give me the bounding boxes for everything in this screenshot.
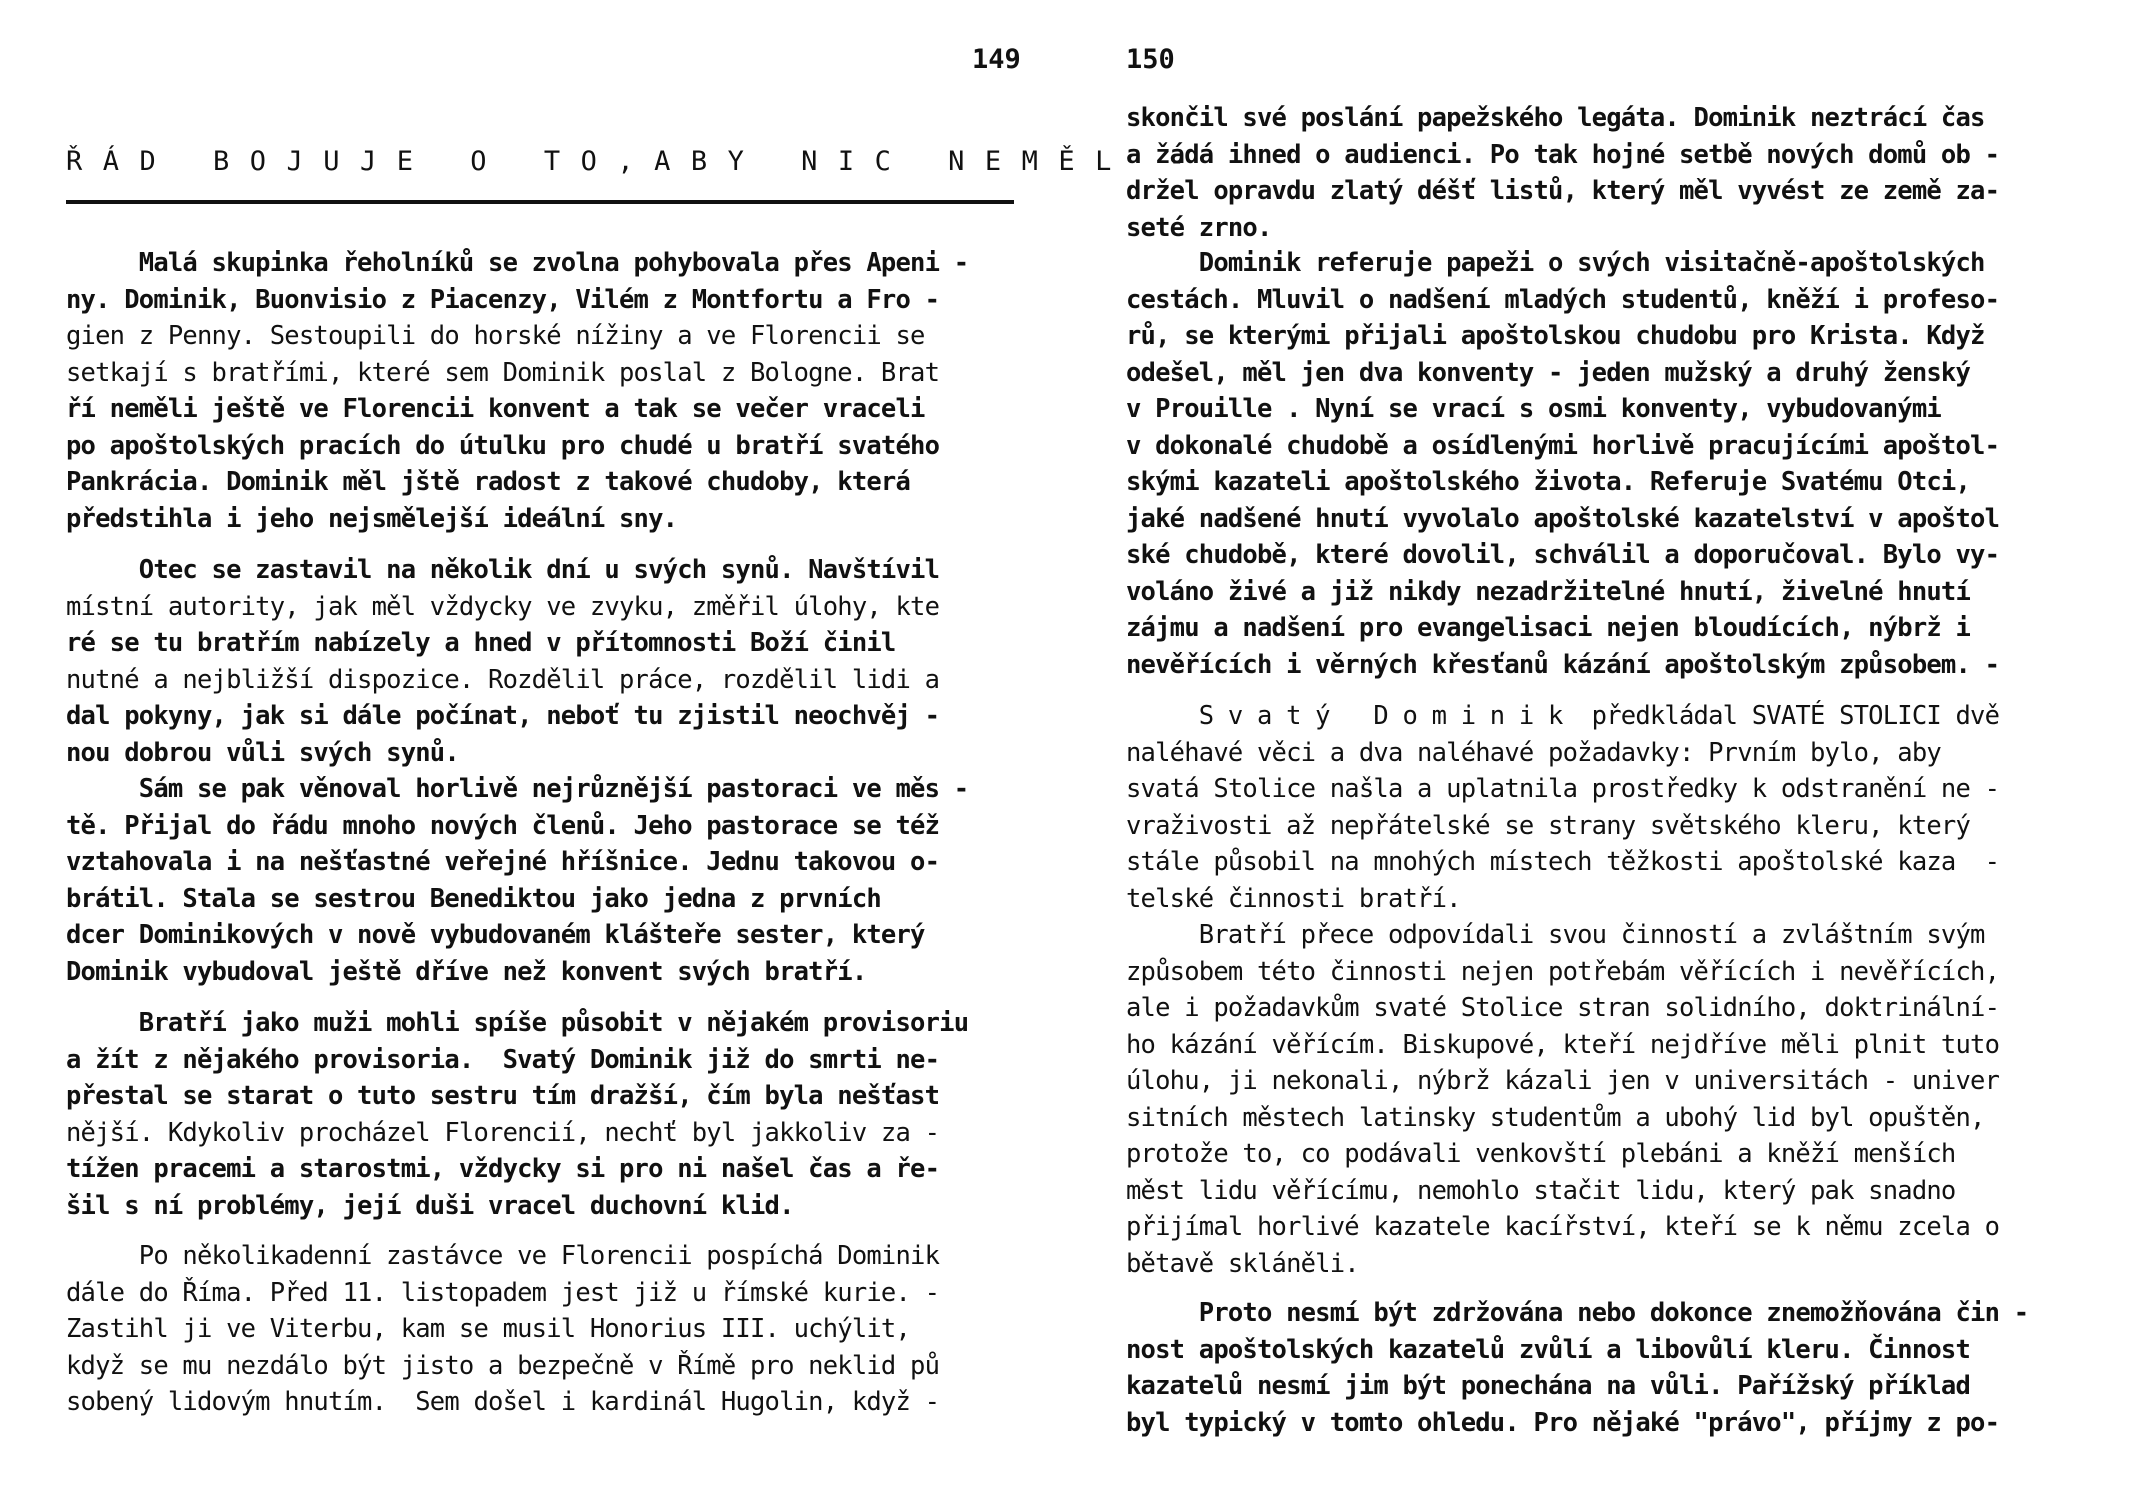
text-line: ří neměli ještě ve Florencii konvent a tak se večer vraceli xyxy=(66,394,925,424)
text-line: přestal se starat o tuto sestru tím dražší, čím byla nešťast xyxy=(66,1081,940,1111)
text-line: v Prouille . Nyní se vrací s osmi konventy, vybudovanými xyxy=(1126,394,1941,424)
text-line: Dominik referuje papeži o svých visitačně-apoštolských xyxy=(1126,248,1985,278)
text-line: Sám se pak věnoval horlivě nejrůznější pastoraci ve měs - xyxy=(66,774,969,804)
text-line: nější. Kdykoliv procházel Florencií, nechť byl jakkoliv za - xyxy=(66,1117,940,1148)
text-line: brátil. Stala se sestrou Benediktou jako jedna z prvních xyxy=(66,883,881,914)
text-line: ské chudobě, které dovolil, schválil a doporučoval. Bylo vy- xyxy=(1126,540,2000,570)
text-line: S v a t ý D o m i n i k předkládal SVATÉ STOLICI dvě xyxy=(1126,701,2000,731)
text-line: v dokonalé chudobě a osídlenými horlivě pracujícími apoštol- xyxy=(1126,430,2000,461)
text-line: skončil své poslání papežského legáta. Dominik neztrácí čas xyxy=(1126,103,1985,133)
text-line: Bratří přece odpovídali svou činností a zvláštním svým xyxy=(1126,920,1985,950)
text-line: Zastihl ji ve Viterbu, kam se musil Honorius III. uchýlit, xyxy=(66,1314,911,1344)
text-line: dále do Říma. Před 11. listopadem jest již u římské kurie. - xyxy=(66,1277,940,1308)
text-line: dal pokyny, jak si dále počínat, neboť tu zjistil neochvěj - xyxy=(66,701,940,731)
text-line: telské činnosti bratří. xyxy=(1126,883,1461,914)
paragraph-3 xyxy=(1126,698,2066,1282)
title-rule xyxy=(66,200,1014,204)
page-number: 149 xyxy=(972,44,1021,75)
text-line: ale i požadavkům svaté Stolice stran solidního, doktrinální- xyxy=(1126,993,2000,1023)
text-line: úlohu, ji nekonali, nýbrž kázali jen v universitách - univer xyxy=(1126,1066,2000,1096)
text-line: Pankrácia. Dominik měl jště radost z takové chudoby, která xyxy=(66,467,911,497)
text-line: kazatelů nesmí jim být ponechána na vůli. Pařížský příklad xyxy=(1126,1371,1971,1401)
text-line: nutné a nejbližší dispozice. Rozdělil práce, rozdělil lidi a xyxy=(66,664,940,695)
text-line: naléhavé věci a dva naléhavé požadavky: Prvním bylo, aby xyxy=(1126,737,1941,768)
text-line: sitních městech latinsky studentům a ubohý lid byl opuštěn, xyxy=(1126,1102,1985,1133)
paragraph-4 xyxy=(1126,1295,2066,1441)
text-line: gien z Penny. Sestoupili do horské nížiny a ve Florencii se xyxy=(66,321,925,351)
text-line: dcer Dominikových v nově vybudovaném klášteře sester, který xyxy=(66,920,925,950)
text-line: přijímal horlivé kazatele kacířství, kteří se k němu zcela o xyxy=(1126,1212,2000,1242)
paragraph-3 xyxy=(66,1005,1026,1224)
paragraph-1 xyxy=(66,245,1026,537)
text-line: Bratří jako muži mohli spíše působit v nějakém provisoriu xyxy=(66,1008,969,1038)
chapter-title: ŘÁD BOJUJE O TO,ABY NIC NEMĚL - xyxy=(66,146,1206,177)
text-line: ho kázání věřícím. Biskupové, kteří nejdříve měli plnit tuto xyxy=(1126,1029,2000,1060)
text-line: a žít z nějakého provisoria. Svatý Dominik již do smrti ne- xyxy=(66,1044,940,1075)
page-number: 150 xyxy=(1126,44,1175,75)
text-line: odešel, měl jen dva konventy - jeden mužský a druhý ženský xyxy=(1126,357,1971,388)
text-line: Po několikadenní zastávce ve Florencii pospíchá Dominik xyxy=(66,1241,940,1271)
text-line: držel opravdu zlatý déšť listů, který měl vyvést ze země za- xyxy=(1126,176,2000,206)
paragraph-1 xyxy=(1126,100,2066,246)
text-line: skými kazateli apoštolského života. Referuje Svatému Otci, xyxy=(1126,467,1971,497)
text-line: nevěřících i věrných křesťanů kázání apoštolským způsobem. - xyxy=(1126,649,2000,680)
text-line: cestách. Mluvil o nadšení mladých studentů, kněží i profeso- xyxy=(1126,284,2000,315)
text-line: stále působil na mnohých místech těžkosti apoštolské kaza - xyxy=(1126,847,2000,877)
text-line: vraživosti až nepřátelské se strany světského kleru, který xyxy=(1126,810,1971,841)
text-line: ré se tu bratřím nabízely a hned v přítomnosti Boží činil xyxy=(66,628,896,658)
text-line: Proto nesmí být zdržována nebo dokonce znemožňována čin - xyxy=(1126,1298,2029,1328)
text-line: voláno živé a již nikdy nezadržitelné hnutí, živelné hnutí xyxy=(1126,576,1971,607)
text-line: rů, se kterými přijali apoštolskou chudobu pro Krista. Když xyxy=(1126,321,1985,351)
text-line: vztahovala i na nešťastné veřejné hříšnice. Jednu takovou o- xyxy=(66,847,940,877)
text-line: když se mu nezdálo být jisto a bezpečně v Římě pro neklid pů xyxy=(66,1350,940,1381)
text-line: Dominik vybudoval ještě dříve než konvent svých bratří. xyxy=(66,956,867,987)
text-line: předstihla i jeho nejsmělejší ideální sny. xyxy=(66,503,678,534)
text-line: seté zrno. xyxy=(1126,212,1272,243)
paragraph-2 xyxy=(1126,245,2066,683)
text-line: svatá Stolice našla a uplatnila prostředky k odstranění ne - xyxy=(1126,774,2000,804)
text-line: tě. Přijal do řádu mnoho nových členů. Jeho pastorace se též xyxy=(66,810,940,841)
text-line: protože to, co podávali venkovští plebáni a kněží menších xyxy=(1126,1139,1956,1169)
text-line: sobený lidovým hnutím. Sem došel i kardinál Hugolin, když - xyxy=(66,1387,940,1417)
paragraph-2 xyxy=(66,552,1026,990)
text-line: bětavě skláněli. xyxy=(1126,1248,1359,1279)
text-line: setkají s bratřími, které sem Dominik poslal z Bologne. Brat xyxy=(66,357,940,388)
text-line: měst lidu věřícímu, nemohlo stačit lidu, který pak snadno xyxy=(1126,1175,1956,1206)
paragraph-4 xyxy=(66,1238,1026,1421)
text-line: po apoštolských pracích do útulku pro chudé u bratří svatého xyxy=(66,430,940,461)
text-line: jaké nadšené hnutí vyvolalo apoštolské kazatelství v apoštol xyxy=(1126,503,2000,534)
text-line: Malá skupinka řeholníků se zvolna pohybovala přes Apeni - xyxy=(66,248,969,278)
text-line: tížen pracemi a starostmi, vždycky si pro ni našel čas a ře- xyxy=(66,1154,940,1184)
text-line: šil s ní problémy, její duši vracel duchovní klid. xyxy=(66,1190,794,1221)
text-line: byl typický v tomto ohledu. Pro nějaké "právo", příjmy z po- xyxy=(1126,1407,2000,1438)
text-line: Otec se zastavil na několik dní u svých synů. Navštívil xyxy=(66,555,940,585)
text-line: nou dobrou vůli svých synů. xyxy=(66,737,459,768)
text-line: a žádá ihned o audienci. Po tak hojné setbě nových domů ob - xyxy=(1126,139,2000,170)
text-line: ny. Dominik, Buonvisio z Piacenzy, Vilém z Montfortu a Fro - xyxy=(66,284,940,315)
text-line: zájmu a nadšení pro evangelisaci nejen bloudících, nýbrž i xyxy=(1126,613,1971,643)
text-line: místní autority, jak měl vždycky ve zvyku, změřil úlohy, kte xyxy=(66,591,940,622)
text-line: nost apoštolských kazatelů zvůlí a libovůlí kleru. Činnost xyxy=(1126,1334,1971,1365)
text-line: způsobem této činnosti nejen potřebám věřících i nevěřících, xyxy=(1126,956,2000,987)
